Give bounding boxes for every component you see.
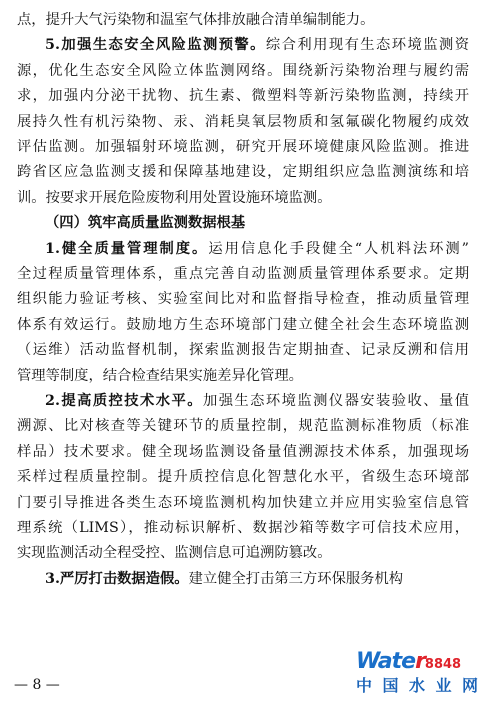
paragraph-line: 门要引导推进各类生态环境监测机构加快建立并应用实验室信息管: [17, 494, 469, 511]
paragraph-line: 采样过程质量控制。提升质控信息化智慧化水平，省级生态环境部: [17, 469, 469, 486]
subheading: 3.严厉打击数据造假。: [45, 570, 189, 587]
paragraph-line: [17, 35, 469, 55]
paragraph-line: [17, 569, 469, 589]
paragraph-text: 建立健全打击第三方环保服务机构: [188, 570, 404, 587]
watermark-text: 中国水业网: [356, 676, 478, 695]
page-number: — 8 —: [14, 677, 60, 693]
paragraph-line: 训。按要求开展危险废物利用处置设施环境监测。: [17, 189, 332, 206]
paragraph-line: 管理等制度，结合检查结果实施差异化管理。: [17, 367, 303, 384]
paragraph-line: （运维）活动监督机制，探索监测报告定期抽查、记录反溯和信用: [17, 342, 469, 359]
paragraph-line: 全过程质量管理体系，重点完善自动监测质量管理体系要求。定期: [17, 266, 469, 282]
paragraph-text: 加强生态环境监测仪器安装验收、量值: [202, 393, 469, 409]
paragraph-text: 运用信息化手段健全“人机料法环测”: [208, 240, 469, 257]
paragraph-line: 源，优化生态安全风险立体监测网络。围绕新污染物治理与履约需: [17, 62, 469, 79]
paragraph-text: 综合利用现有生态环境监测资: [265, 37, 469, 54]
paragraph-line: 体系有效运行。鼓励地方生态环境部门建立健全社会生态环境监测: [17, 316, 469, 333]
paragraph-line: 实现监测活动全程受控、监测信息可追溯防篡改。: [17, 545, 332, 562]
section-heading: （四）筑牢高质量监测数据根基: [45, 215, 246, 232]
paragraph-line: 求，加强内分泌干扰物、抗生素、微塑料等新污染物监测，持续开: [17, 88, 469, 105]
paragraph-line: 组织能力验证考核、实验室间比对和监督指导检查，推动质量管理: [17, 291, 469, 308]
paragraph-line: 样品）技术要求。健全现场监测设备量值溯源技术体系，加强现场: [17, 443, 469, 460]
paragraph-line: 跨省区应急监测支援和保障基地建设，定期组织应急监测演练和培: [17, 164, 469, 181]
subheading: 1.健全质量管理制度。: [45, 240, 209, 257]
paragraph-line: 展持久性有机污染物、汞、消耗臭氧层物质和氢氟碳化物履约成效: [17, 113, 469, 130]
subheading: 5.加强生态安全风险监测预警。: [45, 37, 266, 54]
paragraph-line: [17, 391, 469, 411]
paragraph-line: 点，提升大气污染物和温室气体排放融合清单编制能力。: [17, 12, 375, 28]
paragraph-line: 理系统（LIMS），推动标识解析、数据沙箱等数字可信技术应用，: [17, 520, 469, 536]
paragraph-line: 溯源、比对核查等关键环节的质量控制，规范监测标准物质（标准: [17, 418, 469, 435]
subheading: 2.提高质控技术水平。: [45, 393, 203, 409]
paragraph-line: [17, 239, 469, 259]
watermark-logo: Water8848: [356, 649, 462, 674]
paragraph-line: 评估监测。加强辐射环境监测，研究开展环境健康风险监测。推进: [17, 139, 469, 155]
